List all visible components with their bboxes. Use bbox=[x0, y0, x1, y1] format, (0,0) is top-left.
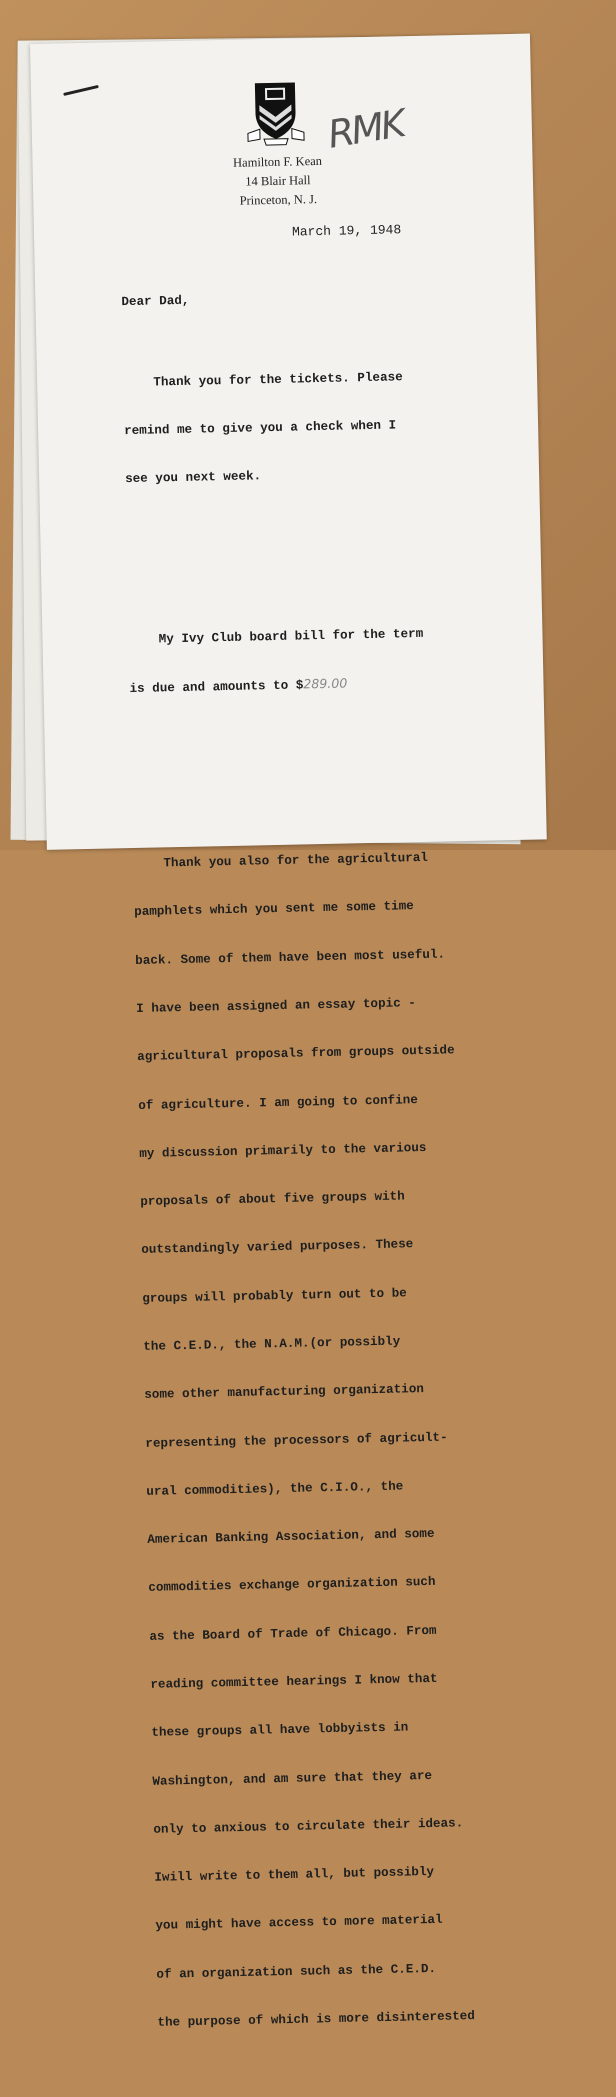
salutation: Dear Dad, bbox=[121, 293, 190, 310]
body-line: proposals of about five groups with bbox=[140, 1189, 405, 1210]
handwritten-amount: 289.00 bbox=[303, 675, 348, 692]
letterhead-address: 14 Blair Hall bbox=[245, 173, 311, 189]
body-line: as the Board of Trade of Chicago. From bbox=[149, 1623, 437, 1644]
body-line: groups will probably turn out to be bbox=[142, 1286, 407, 1306]
body-line: some other manufacturing organization bbox=[144, 1382, 425, 1403]
letter-body bbox=[121, 253, 599, 2095]
paragraph-pamphlets bbox=[132, 815, 598, 2063]
body-line: see you next week. bbox=[124, 469, 262, 487]
body-line: pamphlets which you sent me some time bbox=[134, 899, 414, 920]
body-line: of agriculture. I am going to confine bbox=[138, 1092, 418, 1113]
body-line: back. Some of them have been most useful. bbox=[135, 947, 446, 968]
body-line: Thank you also for the agricultural bbox=[133, 851, 429, 872]
body-line: of an organization such as the C.E.D. bbox=[156, 1961, 437, 1982]
body-line: agricultural proposals from groups outside bbox=[137, 1043, 455, 1065]
princeton-crest-icon bbox=[245, 78, 306, 147]
letterhead-city: Princeton, N. J. bbox=[239, 192, 318, 208]
body-line: the C.E.D., the N.A.M.(or possibly bbox=[143, 1334, 401, 1354]
paragraph-board-bill bbox=[128, 591, 571, 730]
body-line bbox=[129, 671, 569, 697]
letterhead-name: Hamilton F. Kean bbox=[232, 153, 323, 170]
paragraph-tickets bbox=[122, 333, 566, 519]
body-line: these groups all have lobbyists in bbox=[151, 1720, 409, 1741]
body-line: Thank you for the tickets. Please bbox=[122, 369, 403, 390]
letterhead bbox=[202, 151, 353, 211]
body-line: representing the processors of agricult- bbox=[145, 1430, 448, 1451]
letter-page bbox=[30, 34, 547, 2030]
handwritten-initials: RMK bbox=[324, 101, 406, 157]
body-line: commodities exchange organization such bbox=[148, 1575, 436, 1596]
body-line: outstandingly varied purposes. These bbox=[141, 1237, 414, 1258]
pen-mark bbox=[63, 85, 99, 96]
body-line: my discussion primarily to the various bbox=[139, 1140, 427, 1161]
body-line: American Banking Association, and some bbox=[147, 1526, 435, 1547]
amount-prefix: is due and amounts to $ bbox=[129, 678, 304, 697]
body-line: I have been assigned an essay topic - bbox=[136, 996, 416, 1017]
body-line: you might have access to more material bbox=[155, 1913, 443, 1934]
body-line: the purpose of which is more disinterested bbox=[157, 2009, 475, 2030]
letter-date: March 19, 1948 bbox=[291, 222, 402, 240]
body-line: ural commodities), the C.I.O., the bbox=[146, 1479, 404, 1499]
body-line: only to anxious to circulate their ideas. bbox=[153, 1816, 464, 1837]
body-line: Washington, and am sure that they are bbox=[152, 1768, 433, 1789]
body-line: remind me to give you a check when I bbox=[123, 418, 397, 439]
body-line: reading committee hearings I know that bbox=[150, 1671, 438, 1692]
body-line: Iwill write to them all, but possibly bbox=[154, 1865, 435, 1885]
body-line: My Ivy Club board bill for the term bbox=[128, 626, 424, 648]
